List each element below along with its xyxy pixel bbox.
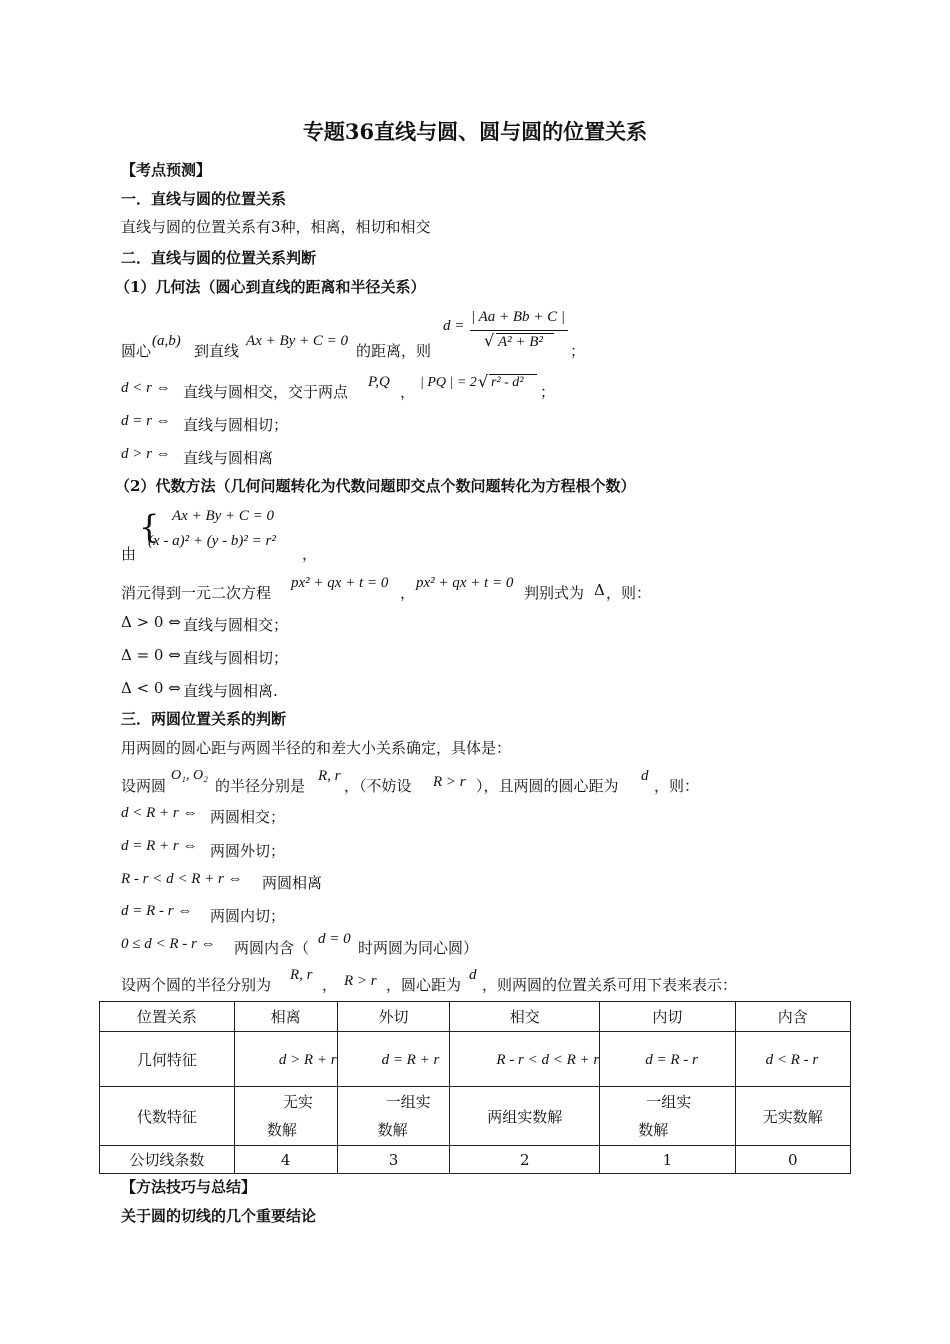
system-eq1: Ax + By + C = 0	[172, 508, 275, 524]
system-from: 由	[121, 545, 137, 563]
geo-external: d = R + r	[381, 1051, 440, 1068]
elim-delta: Δ	[594, 581, 605, 599]
s3-distance: d	[641, 768, 649, 784]
s3-set-text-c: ，（不妨设	[344, 777, 412, 795]
rule1-comma: ，	[400, 383, 416, 401]
rule3-condition: d > r ⇔	[121, 446, 171, 462]
sqrt-sign-icon: √	[484, 331, 495, 350]
section-1-heading: 一．直线与圆的位置关系	[121, 190, 287, 208]
table-intro-distance: d	[469, 967, 477, 983]
header-intersect: 相交	[450, 1002, 600, 1032]
section-2-sub1: （1）几何法（圆心到直线的距离和半径关系）	[115, 278, 426, 296]
section-predict: 【考点预测】	[121, 161, 212, 179]
rule1-pq: | PQ | = 2	[420, 375, 477, 390]
elim-text-b: 判别式为	[524, 584, 585, 602]
circle4-condition: d = R - r ⇔	[121, 903, 193, 919]
geo-contain: d < R - r	[765, 1051, 819, 1068]
header-external-tangent: 外切	[337, 1002, 450, 1032]
alg-separate-l1: 无实	[282, 1093, 313, 1111]
elim-text-a: 消元得到一元二次方程	[121, 584, 272, 602]
s3-assume: R > r	[433, 774, 466, 790]
distance-denominator: A² + B²	[498, 334, 543, 350]
table-count-row	[100, 1146, 851, 1174]
circle2-text: 两圆外切；	[210, 842, 286, 860]
count-external: 3	[337, 1146, 450, 1174]
center-text-a: 圆心	[121, 342, 152, 360]
delta3-text: 直线与圆相离.	[183, 682, 278, 700]
s3-set-text-e: ，则：	[654, 777, 700, 795]
distance-numerator: | Aa + Bb + C |	[471, 309, 566, 325]
rule1-end: ；	[540, 383, 556, 401]
geo-intersect: R - r < d < R + r	[496, 1051, 600, 1068]
rule1-text: 直线与圆相交，交于两点	[183, 383, 349, 401]
elim-comma: ，	[400, 584, 416, 602]
geo-internal: d = R - r	[645, 1051, 698, 1068]
circle5-text2: 时两圆为同心圆）	[358, 939, 479, 957]
table-intro-b: ，	[322, 976, 338, 994]
center-text-b: 到直线	[194, 342, 240, 360]
circle-relation-table	[99, 1001, 851, 1174]
rule3-text: 直线与圆相离	[183, 449, 274, 467]
section-1-text: 直线与圆的位置关系有3种，相离，相切和相交	[121, 218, 431, 236]
circle4-text: 两圆内切；	[210, 907, 286, 925]
center-text-c: 的距离，则	[356, 342, 432, 360]
header-contain: 内含	[735, 1002, 850, 1032]
s3-set-text-b: 的半径分别是	[215, 777, 306, 795]
center-point: (a,b)	[152, 333, 181, 349]
circle1-condition: d < R + r ⇔	[121, 805, 198, 821]
count-contain: 0	[735, 1146, 850, 1174]
alg-external-l1: 一组实	[385, 1093, 431, 1111]
delta3-condition: Δ < 0 ⇔	[121, 679, 181, 697]
alg-internal-l2: 数解	[638, 1121, 669, 1139]
section-2-sub2: （2）代数方法（几何问题转化为代数问题即交点个数问题转化为方程根个数）	[115, 477, 636, 495]
rule1-points: P,Q	[368, 374, 390, 390]
section-2-heading: 二．直线与圆的位置关系判断	[121, 249, 317, 267]
section-3-heading: 三．两圆位置关系的判断	[121, 710, 287, 728]
line-equation: Ax + By + C = 0	[246, 333, 349, 349]
delta1-text: 直线与圆相交；	[183, 616, 289, 634]
count-internal: 1	[600, 1146, 735, 1174]
table-intro-radii: R, r	[290, 967, 313, 983]
table-intro-a: 设两个圆的半径分别为	[121, 976, 272, 994]
rule1-sqrt-icon: √	[478, 372, 489, 391]
geo-separate: d > R + r	[278, 1051, 337, 1068]
count-label: 公切线条数	[100, 1146, 235, 1174]
rule2-condition: d = r ⇔	[121, 413, 171, 429]
delta2-condition: Δ = 0 ⇔	[121, 646, 181, 664]
section-method: 【方法技巧与总结】	[121, 1178, 257, 1196]
tangent-heading: 关于圆的切线的几个重要结论	[121, 1207, 317, 1225]
rule2-text: 直线与圆相切；	[183, 416, 289, 434]
alg-internal-l1: 一组实	[646, 1093, 692, 1111]
circle3-condition: R - r < d < R + r ⇔	[121, 871, 243, 887]
s3-set-text-a: 设两圆	[121, 777, 167, 795]
distance-lhs: d =	[443, 318, 465, 334]
header-relation: 位置关系	[100, 1002, 235, 1032]
rule1-root: r² - d²	[491, 375, 524, 390]
alg-label: 代数特征	[100, 1087, 235, 1146]
elim-text-c: ，则：	[606, 584, 652, 602]
circle1-text: 两圆相交；	[210, 808, 286, 826]
elim-eq2: px² + qx + t = 0	[416, 575, 514, 591]
alg-contain: 无实数解	[735, 1087, 850, 1146]
header-internal-tangent: 内切	[600, 1002, 735, 1032]
circle3-text: 两圆相离	[262, 874, 323, 892]
circle5-text: 两圆内含（	[234, 939, 310, 957]
s3-centers: O₁, O₂	[171, 768, 208, 783]
alg-external-l2: 数解	[377, 1121, 408, 1139]
geo-label: 几何特征	[100, 1032, 235, 1087]
table-alg-row	[100, 1087, 851, 1146]
table-geo-row	[100, 1032, 851, 1087]
s3-set-text-d: ），且两圆的圆心距为	[476, 777, 619, 795]
delta2-text: 直线与圆相切；	[183, 649, 289, 667]
table-header-row	[100, 1002, 851, 1032]
delta1-condition: Δ > 0 ⇔	[121, 613, 181, 631]
circle5-equation: d = 0	[318, 931, 351, 947]
alg-separate-l2: 数解	[266, 1121, 297, 1139]
circle5-condition: 0 ≤ d < R - r ⇔	[121, 936, 216, 952]
alg-intersect: 两组实数解	[450, 1087, 600, 1146]
system-comma: ，	[302, 545, 318, 563]
system-brace-icon: {	[139, 508, 160, 546]
elim-eq1: px² + qx + t = 0	[291, 575, 389, 591]
header-separate: 相离	[234, 1002, 337, 1032]
rule1-condition: d < r ⇔	[121, 380, 171, 396]
count-separate: 4	[234, 1146, 337, 1174]
table-intro-cond: R > r	[344, 973, 377, 989]
system-eq2: (x - a)² + (y - b)² = r²	[148, 533, 276, 549]
section-3-text: 用两圆的圆心距与两圆半径的和差大小关系确定，具体是：	[121, 739, 512, 757]
table-intro-e: ，则两圆的位置关系可用下表来表示：	[482, 976, 738, 994]
distance-end: ；	[570, 342, 586, 360]
page-title: 专题36直线与圆、圆与圆的位置关系	[302, 119, 648, 144]
circle2-condition: d = R + r ⇔	[121, 838, 198, 854]
table-intro-c: ，圆心距为	[386, 976, 462, 994]
s3-radii: R, r	[318, 768, 341, 784]
count-intersect: 2	[450, 1146, 600, 1174]
